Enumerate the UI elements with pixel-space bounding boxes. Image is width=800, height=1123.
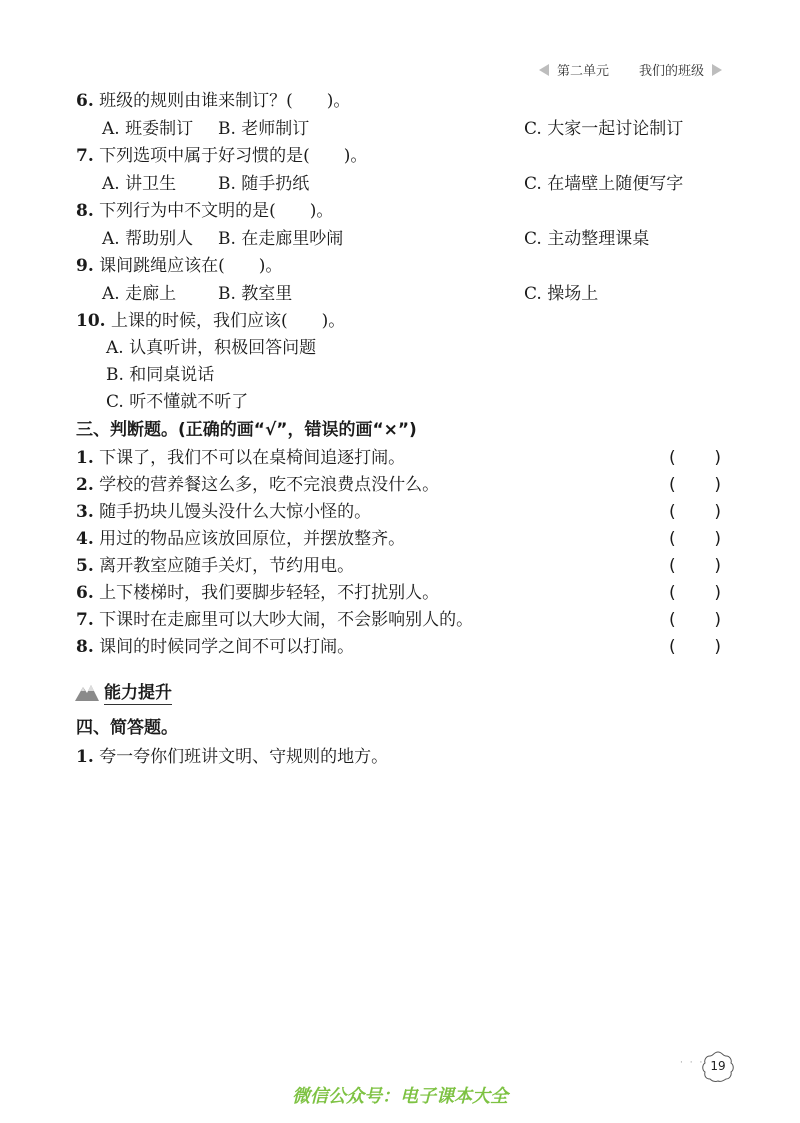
judge-item: 5. 离开教室应随手关灯，节约用电。 bbox=[76, 556, 355, 576]
unit-label: 第二单元 bbox=[556, 64, 609, 79]
answer-blank[interactable]: ( ) bbox=[669, 448, 721, 468]
section-title-judge: 三、判断题。(正确的画“√”，错误的画“×”) bbox=[76, 420, 417, 440]
ability-heading bbox=[74, 678, 172, 705]
question-6: 6. 班级的规则由谁来制订？( )。 bbox=[76, 91, 351, 111]
option-a: A. 班委制订 bbox=[102, 119, 194, 139]
option-c: C. 操场上 bbox=[524, 284, 599, 304]
running-header bbox=[539, 60, 722, 79]
ability-title: 能力提升 bbox=[104, 678, 172, 705]
option-a: A. 讲卫生 bbox=[102, 174, 177, 194]
page-number: 19 bbox=[700, 1049, 736, 1083]
judge-item: 1. 下课了，我们不可以在桌椅间追逐打闹。 bbox=[76, 448, 406, 468]
option-a: A. 走廊上 bbox=[102, 284, 177, 304]
answer-blank[interactable]: ( ) bbox=[669, 610, 721, 630]
question-9: 9. 课间跳绳应该在( )。 bbox=[76, 256, 283, 276]
option-b: B. 在走廊里吵闹 bbox=[218, 229, 344, 249]
question-7: 7. 下列选项中属于好习惯的是( )。 bbox=[76, 146, 368, 166]
triangle-right-icon bbox=[712, 64, 722, 76]
unit-title: 我们的班级 bbox=[638, 64, 704, 79]
watermark: 微信公众号：电子课本大全 bbox=[292, 1086, 508, 1107]
judge-item: 2. 学校的营养餐这么多，吃不完浪费点没什么。 bbox=[76, 475, 440, 495]
option-a: A. 帮助别人 bbox=[102, 229, 194, 249]
question-10: 10. 上课的时候，我们应该( )。 bbox=[76, 311, 346, 331]
question-8: 8. 下列行为中不文明的是( )。 bbox=[76, 201, 334, 221]
option-a: A. 认真听讲，积极回答问题 bbox=[106, 338, 317, 358]
option-b: B. 随手扔纸 bbox=[218, 174, 310, 194]
option-c: C. 在墙壁上随便写字 bbox=[524, 174, 684, 194]
judge-item: 6. 上下楼梯时，我们要脚步轻轻，不打扰别人。 bbox=[76, 583, 440, 603]
option-c: C. 大家一起讨论制订 bbox=[524, 119, 684, 139]
answer-blank[interactable]: ( ) bbox=[669, 583, 721, 603]
answer-blank[interactable]: ( ) bbox=[669, 475, 721, 495]
answer-blank[interactable]: ( ) bbox=[669, 529, 721, 549]
answer-blank[interactable]: ( ) bbox=[669, 502, 721, 522]
answer-blank[interactable]: ( ) bbox=[669, 556, 721, 576]
option-b: B. 老师制订 bbox=[218, 119, 310, 139]
option-b: B. 教室里 bbox=[218, 284, 293, 304]
option-b: B. 和同桌说话 bbox=[106, 365, 215, 385]
judge-item: 4. 用过的物品应该放回原位，并摆放整齐。 bbox=[76, 529, 406, 549]
judge-item: 7. 下课时在走廊里可以大吵大闹，不会影响别人的。 bbox=[76, 610, 474, 630]
mountain-icon bbox=[74, 682, 100, 702]
option-c: C. 主动整理课桌 bbox=[524, 229, 650, 249]
option-c: C. 听不懂就不听了 bbox=[106, 392, 249, 412]
decoration-dots: · · · bbox=[680, 1058, 705, 1068]
judge-item: 8. 课间的时候同学之间不可以打闹。 bbox=[76, 637, 355, 657]
section-title-short-answer: 四、简答题。 bbox=[76, 718, 178, 738]
judge-item: 3. 随手扔块儿馒头没什么大惊小怪的。 bbox=[76, 502, 372, 522]
short-answer-item: 1. 夸一夸你们班讲文明、守规则的地方。 bbox=[76, 747, 389, 767]
answer-blank[interactable]: ( ) bbox=[669, 637, 721, 657]
triangle-left-icon bbox=[539, 64, 549, 76]
